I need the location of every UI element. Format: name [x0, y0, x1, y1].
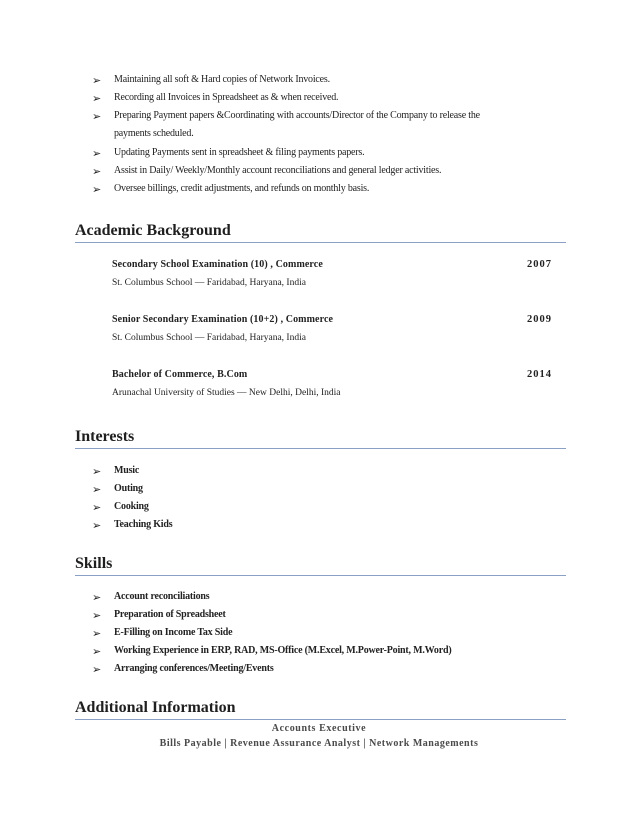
interest-text: Teaching Kids [114, 519, 173, 530]
footer-role: Accounts Executive [271, 723, 367, 734]
interest-text: Cooking [114, 501, 149, 512]
skill-text: Arranging conferences/Meeting/Events [114, 663, 274, 674]
section-heading-additional: Additional Information [75, 699, 236, 716]
duty-text: payments scheduled. [114, 128, 194, 139]
arrow-bullet-icon: ➢ [92, 75, 102, 87]
duty-text: Maintaining all soft & Hard copies of Network Invoices. [114, 74, 330, 85]
section-divider [75, 719, 566, 720]
duty-text: Recording all Invoices in Spreadsheet as & when received. [114, 92, 339, 103]
duty-text: Oversee billings, credit adjustments, and refunds on monthly basis. [114, 183, 370, 194]
education-school: St. Columbus School — Faridabad, Haryana, India [112, 278, 306, 288]
education-title: Bachelor of Commerce, B.Com [112, 369, 248, 380]
education-title: Secondary School Examination (10) , Commerce [112, 259, 323, 270]
arrow-bullet-icon: ➢ [92, 628, 102, 640]
arrow-bullet-icon: ➢ [92, 484, 102, 496]
arrow-bullet-icon: ➢ [92, 592, 102, 604]
skill-text: Account reconciliations [114, 591, 210, 602]
skill-text: Working Experience in ERP, RAD, MS-Office (M.Excel, M.Power-Point, M.Word) [114, 645, 452, 656]
arrow-bullet-icon: ➢ [92, 610, 102, 622]
section-heading-skills: Skills [75, 555, 113, 572]
section-heading-academic: Academic Background [75, 222, 231, 239]
arrow-bullet-icon: ➢ [92, 646, 102, 658]
education-year: 2014 [527, 369, 552, 380]
arrow-bullet-icon: ➢ [92, 502, 102, 514]
education-year: 2009 [527, 314, 552, 325]
arrow-bullet-icon: ➢ [92, 93, 102, 105]
section-divider [75, 448, 566, 449]
education-school: Arunachal University of Studies — New Delhi, Delhi, India [112, 388, 341, 398]
arrow-bullet-icon: ➢ [92, 166, 102, 178]
arrow-bullet-icon: ➢ [92, 664, 102, 676]
education-school: St. Columbus School — Faridabad, Haryana, India [112, 333, 306, 343]
interest-text: Outing [114, 483, 143, 494]
duty-text: Assist in Daily/ Weekly/Monthly account reconciliations and general ledger activities. [114, 165, 442, 176]
education-year: 2007 [527, 259, 552, 270]
skill-text: E-Filling on Income Tax Side [114, 627, 233, 638]
duty-text: Updating Payments sent in spreadsheet & filing payments papers. [114, 147, 365, 158]
section-divider [75, 242, 566, 243]
skill-text: Preparation of Spreadsheet [114, 609, 226, 620]
section-heading-interests: Interests [75, 428, 135, 445]
education-title: Senior Secondary Examination (10+2) , Commerce [112, 314, 334, 325]
footer-roles-line: Bills Payable | Revenue Assurance Analyst | Network Managements [159, 738, 479, 749]
arrow-bullet-icon: ➢ [92, 111, 102, 123]
arrow-bullet-icon: ➢ [92, 148, 102, 160]
arrow-bullet-icon: ➢ [92, 466, 102, 478]
arrow-bullet-icon: ➢ [92, 184, 102, 196]
arrow-bullet-icon: ➢ [92, 520, 102, 532]
interest-text: Music [114, 465, 140, 476]
duty-text: Preparing Payment papers &Coordinating with accounts/Director of the Company to release the [114, 110, 480, 121]
section-divider [75, 575, 566, 576]
